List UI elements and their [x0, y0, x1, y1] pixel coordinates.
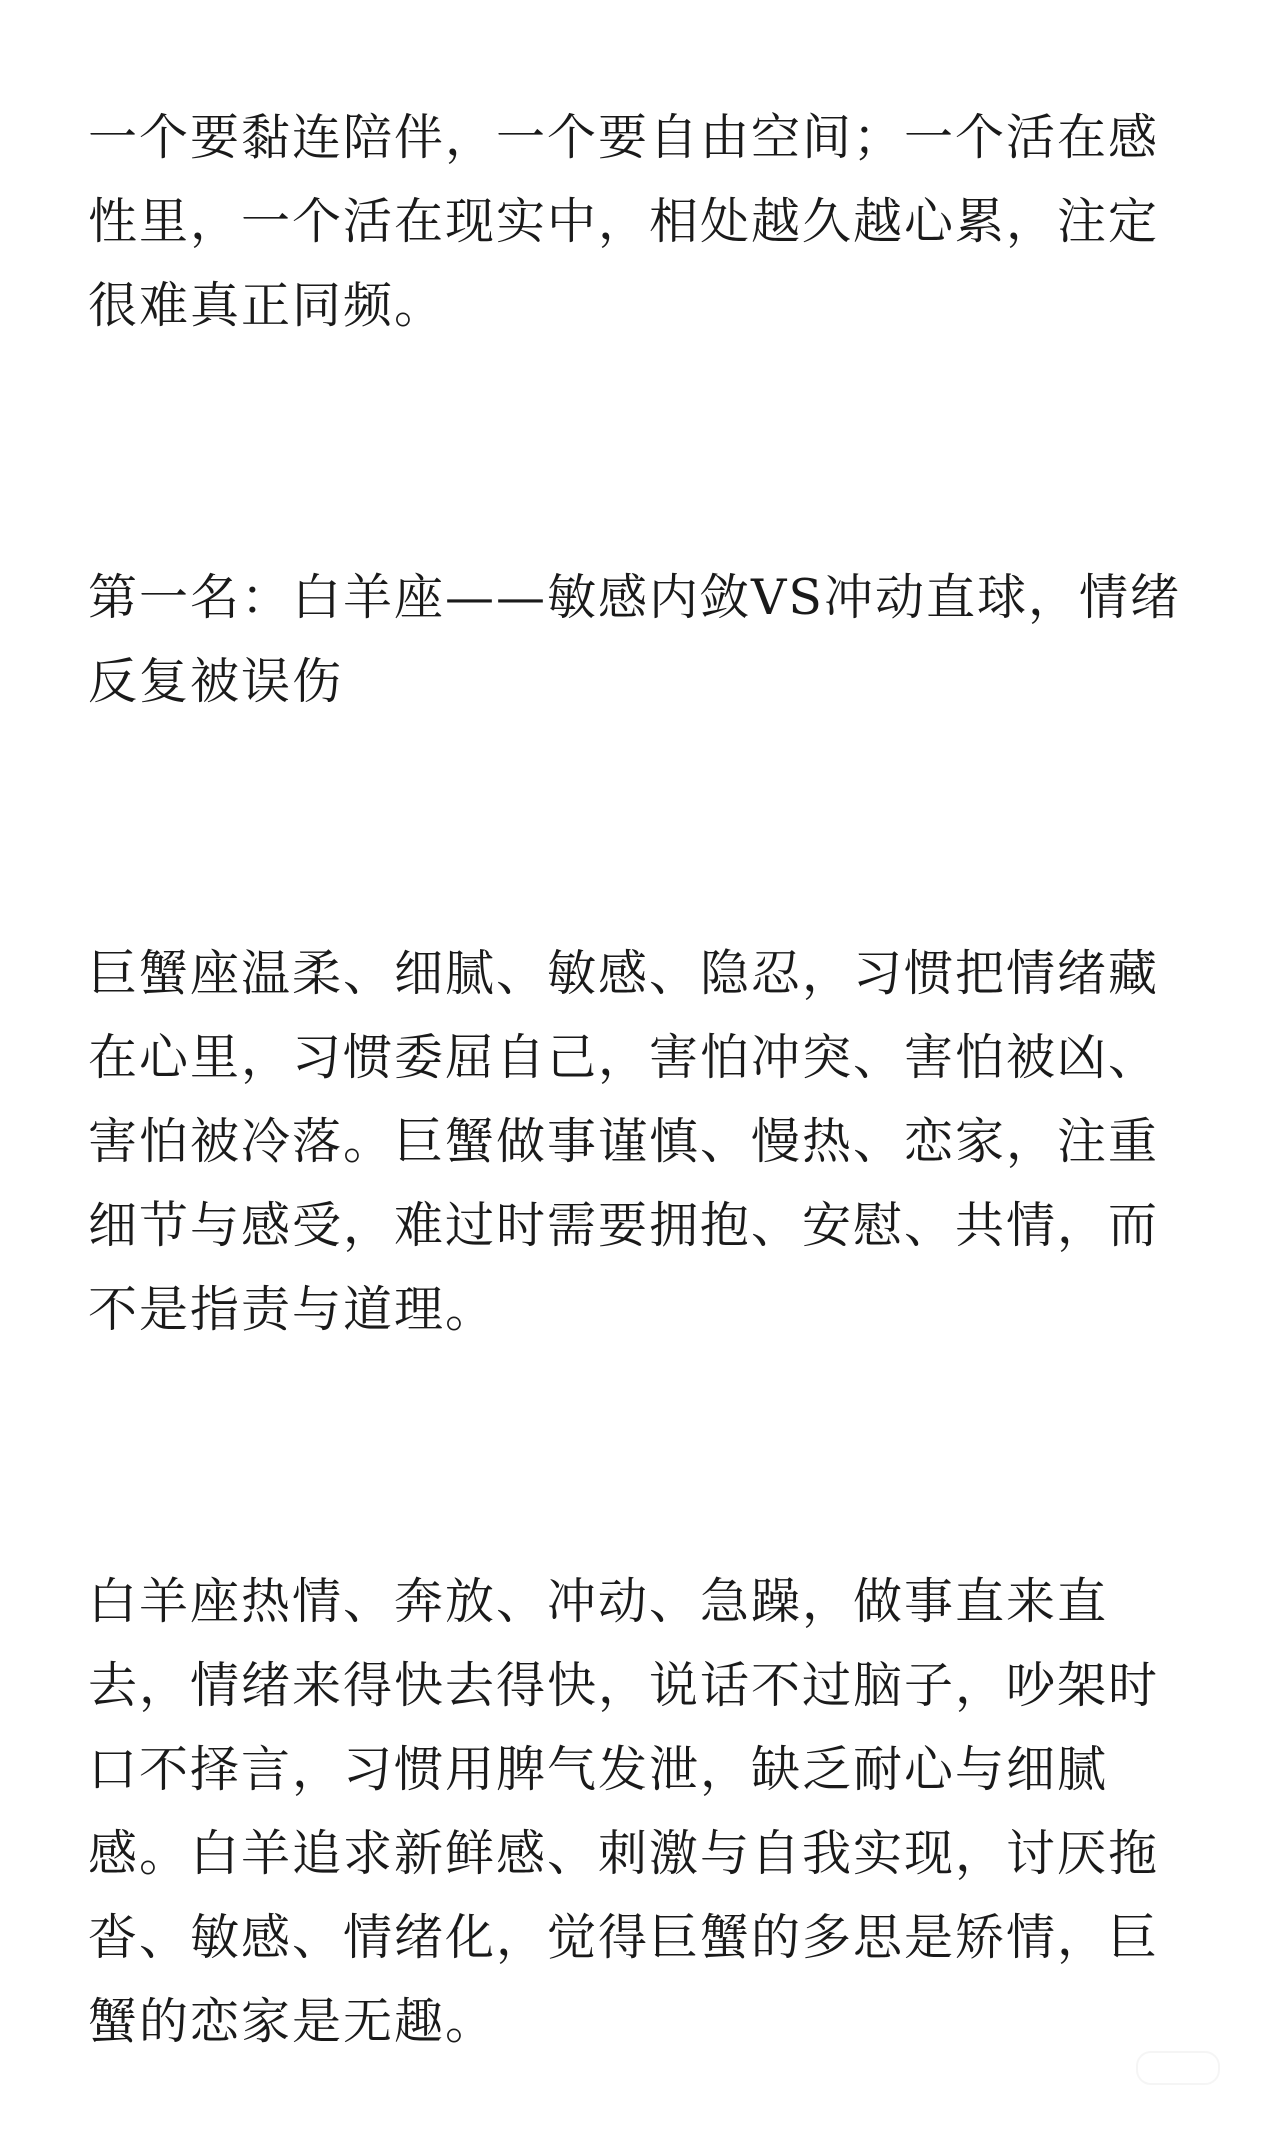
section-heading-aries: 第一名：白羊座——敏感内敛VS冲动直球，情绪反复被误伤	[88, 569, 1181, 710]
paragraph-aries: 白羊座热情、奔放、冲动、急躁，做事直来直去，情绪来得快去得快，说话不过脑子，吵架时口不择言，习惯用脾气发泄，缺乏耐心与细腻感。白羊追求新鲜感、刺激与自我实现，讨厌拖沓、敏感、情绪化，觉得巨蟹的多思是矫情，巨蟹的恋家是无趣。	[88, 1573, 1160, 2050]
paragraph-cancer: 巨蟹座温柔、细腻、敏感、隐忍，习惯把情绪藏在心里，习惯委屈自己，害怕冲突、害怕被凶、害怕被冷落。巨蟹做事谨慎、慢热、恋家，注重细节与感受，难过时需要拥抱、安慰、共情，而不是指责与道理。	[88, 945, 1160, 1338]
watermark	[1066, 2051, 1220, 2103]
paragraph-intro: 一个要黏连陪伴，一个要自由空间；一个活在感性里，一个活在现实中，相处越久越心累，注定很难真正同频。	[88, 109, 1160, 334]
article-body	[88, 96, 1198, 2064]
watermark-logo-icon	[1136, 2051, 1220, 2085]
